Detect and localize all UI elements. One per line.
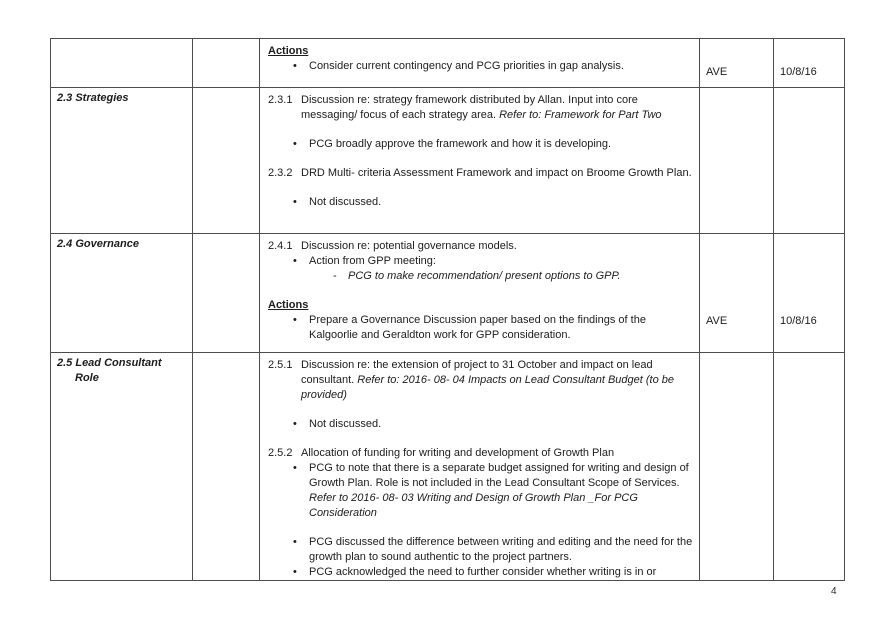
- item-text: DRD Multi- criteria Assessment Framework and impact on Broome Growth Plan.: [301, 167, 692, 179]
- spacer: [268, 432, 695, 446]
- content-cell: [260, 88, 700, 234]
- item-number: 2.4.1: [268, 240, 293, 252]
- responsible-cell: [700, 234, 774, 353]
- bullet-item: [268, 195, 695, 210]
- dash-icon: -: [333, 270, 337, 282]
- bullet-icon: •: [293, 418, 297, 430]
- numbered-item: [268, 446, 695, 461]
- table-row: [51, 39, 845, 88]
- responsible-cell: [700, 39, 774, 88]
- responsible-cell: [700, 88, 774, 234]
- item-text: PCG broadly approve the framework and how it is developing.: [309, 138, 612, 150]
- section-cell: [51, 234, 193, 353]
- bullet-item: [268, 313, 695, 343]
- content-cell: [260, 234, 700, 353]
- item-text: PCG to make recommendation/ present options to GPP.: [348, 270, 621, 282]
- spacer: [268, 284, 695, 298]
- bullet-icon: •: [293, 60, 297, 72]
- numbered-item: [268, 166, 695, 181]
- item-text: PCG to note that there is a separate budget assigned for writing and design of Growth Plan. Role is not included in the Lead Consultant Scope of Services. Refer to 2016- 08- 03 Writing and Design of Growth Plan _For PCG Consideration: [309, 462, 689, 519]
- bullet-item: [268, 461, 695, 521]
- item-text: Not discussed.: [309, 418, 382, 430]
- item-text: Not discussed.: [309, 196, 382, 208]
- item-text: Allocation of funding for writing and development of Growth Plan: [301, 447, 615, 459]
- date-value: 10/8/16: [780, 315, 817, 327]
- numbered-item: [268, 239, 695, 254]
- content-cell: [260, 39, 700, 88]
- spacer-cell: [193, 88, 260, 234]
- bullet-item: [268, 565, 695, 580]
- spacer-cell: [193, 39, 260, 88]
- section-cell: [51, 88, 193, 234]
- spacer-cell: [193, 353, 260, 581]
- date-cell: [774, 234, 845, 353]
- section-title: 2.3 Strategies: [57, 92, 129, 104]
- table-row: [51, 88, 845, 234]
- date-value: 10/8/16: [780, 66, 817, 78]
- spacer: [268, 123, 695, 137]
- bullet-item: [268, 535, 695, 565]
- responsible-value: AVE: [706, 315, 728, 327]
- bullet-icon: •: [293, 196, 297, 208]
- bullet-item: [268, 417, 695, 432]
- responsible-value: AVE: [706, 66, 728, 78]
- spacer: [268, 152, 695, 166]
- table-row: [51, 234, 845, 353]
- bullet-item: [268, 254, 695, 269]
- item-text: Discussion re: the extension of project to 31 October and impact on lead consultant. Refer to: 2016- 08- 04 Impacts on Lead Consultant Budget (to be provided): [301, 359, 675, 401]
- item-text: Prepare a Governance Discussion paper based on the findings of the Kalgoorlie and Geraldton work for GPP consideration.: [309, 314, 646, 341]
- spacer-cell: [193, 234, 260, 353]
- item-number: 2.5.1: [268, 359, 293, 371]
- actions-heading: [268, 44, 695, 59]
- item-text: Discussion re: potential governance models.: [301, 240, 517, 252]
- bullet-icon: •: [293, 314, 297, 326]
- bullet-icon: •: [293, 255, 297, 267]
- spacer: [268, 403, 695, 417]
- bullet-icon: •: [293, 462, 297, 474]
- item-text: Discussion re: strategy framework distributed by Allan. Input into core messaging/ focus of each strategy area. Refer to: Framework for Part Two: [301, 94, 662, 121]
- actions-heading-text: Actions: [268, 45, 309, 57]
- date-cell: [774, 88, 845, 234]
- item-text: PCG discussed the difference between writing and editing and the need for the growth plan to sound authentic to the project partners.: [309, 536, 693, 563]
- item-text: PCG acknowledged the need to further consider whether writing is in or: [309, 566, 657, 578]
- bullet-icon: •: [293, 566, 297, 578]
- spacer: [268, 181, 695, 195]
- section-title: 2.5 Lead Consultant: [57, 357, 162, 369]
- dash-item: [268, 269, 695, 284]
- section-title-line2: Role: [75, 372, 99, 384]
- numbered-item: [268, 93, 695, 123]
- item-text: Consider current contingency and PCG priorities in gap analysis.: [309, 60, 624, 72]
- page-number: 4: [831, 586, 837, 597]
- section-cell: [51, 39, 193, 88]
- bullet-icon: •: [293, 536, 297, 548]
- item-text: Action from GPP meeting:: [309, 255, 436, 267]
- item-number: 2.3.2: [268, 167, 293, 179]
- bullet-item: [268, 59, 695, 74]
- section-cell: [51, 353, 193, 581]
- bullet-item: [268, 137, 695, 152]
- actions-heading: [268, 298, 695, 313]
- date-cell: [774, 353, 845, 581]
- spacer: [268, 521, 695, 535]
- item-number: 2.3.1: [268, 94, 293, 106]
- numbered-item: [268, 358, 695, 403]
- minutes-table: [50, 38, 845, 581]
- date-cell: [774, 39, 845, 88]
- bullet-icon: •: [293, 138, 297, 150]
- responsible-cell: [700, 353, 774, 581]
- section-title: 2.4 Governance: [57, 238, 139, 250]
- actions-heading-text: Actions: [268, 299, 309, 311]
- item-number: 2.5.2: [268, 447, 293, 459]
- table-row: [51, 353, 845, 581]
- content-cell: [260, 353, 700, 581]
